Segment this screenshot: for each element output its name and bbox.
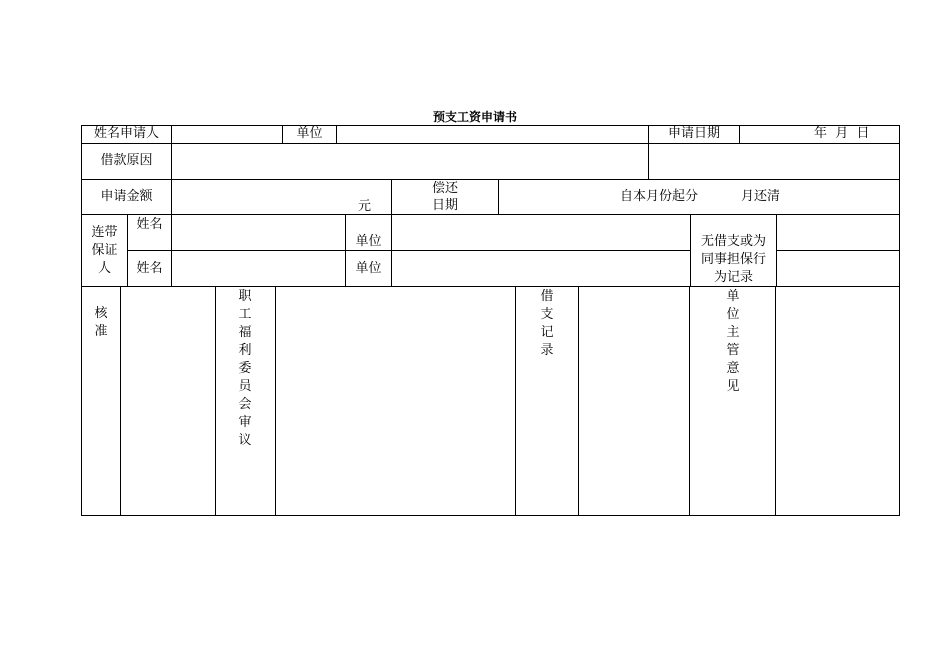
guarantor-name-label-1: 姓名 <box>136 217 163 232</box>
a-v6 <box>689 286 690 516</box>
border-left <box>81 125 82 516</box>
repay-text-1: 自本月份起分 <box>620 189 699 204</box>
reason-field[interactable] <box>172 144 648 179</box>
guarantor-note-2: 同事担保行 <box>700 252 766 267</box>
record-field[interactable] <box>579 287 689 515</box>
reason-extra-field[interactable] <box>649 144 899 179</box>
committee-field[interactable] <box>276 287 515 515</box>
record-label: 借支记录 <box>540 289 554 358</box>
committee-label: 职工福利委员会审议 <box>238 289 252 448</box>
guarantor-unit-label-2: 单位 <box>355 261 382 276</box>
form-title: 预支工资申请书 <box>432 110 517 124</box>
guarantor-unit-field-1[interactable] <box>392 215 690 250</box>
repay-text-2: 月还清 <box>741 189 781 204</box>
approve-field[interactable] <box>121 287 215 515</box>
yuan-label: 元 <box>358 199 372 214</box>
guarantor-note-1: 无借支或为 <box>700 234 766 249</box>
guarantor-unit-field-2[interactable] <box>392 251 690 286</box>
r1-v5 <box>739 125 740 143</box>
a-v2 <box>215 286 216 516</box>
reason-label: 借款原因 <box>100 153 153 168</box>
guarantor-record-field-2[interactable] <box>777 251 899 286</box>
border-bottom <box>81 515 900 516</box>
unit-field[interactable] <box>337 126 648 143</box>
repay-label-1: 偿还 <box>431 181 458 196</box>
applicant-name-field[interactable] <box>172 126 282 143</box>
guarantor-record-field-1[interactable] <box>777 215 899 250</box>
date-label: 申请日期 <box>667 126 720 141</box>
unit-label: 单位 <box>296 126 323 141</box>
guarantor-note-3: 为记录 <box>713 270 753 285</box>
guarantor-label-2: 保证 <box>91 243 118 258</box>
border-right <box>899 125 900 516</box>
guarantor-name-field-1[interactable] <box>172 215 345 250</box>
repay-months-field[interactable] <box>700 182 740 210</box>
guarantor-label-3: 人 <box>97 261 111 276</box>
applicant-label: 姓名申请人 <box>93 126 159 141</box>
supervisor-label: 单位主管意见 <box>726 289 740 394</box>
guarantor-label-1: 连带 <box>91 225 118 240</box>
a-v4 <box>515 286 516 516</box>
r3-v3 <box>498 179 499 214</box>
amount-label: 申请金额 <box>100 189 153 204</box>
supervisor-field[interactable] <box>776 287 899 515</box>
guarantor-unit-label-1: 单位 <box>355 234 382 249</box>
repay-label-2: 日期 <box>431 198 458 213</box>
date-value[interactable]: 年 月 日 <box>814 126 870 141</box>
guarantor-name-label-2: 姓名 <box>136 261 163 276</box>
guarantor-name-field-2[interactable] <box>172 251 345 286</box>
approve-label: 核准 <box>94 306 108 339</box>
